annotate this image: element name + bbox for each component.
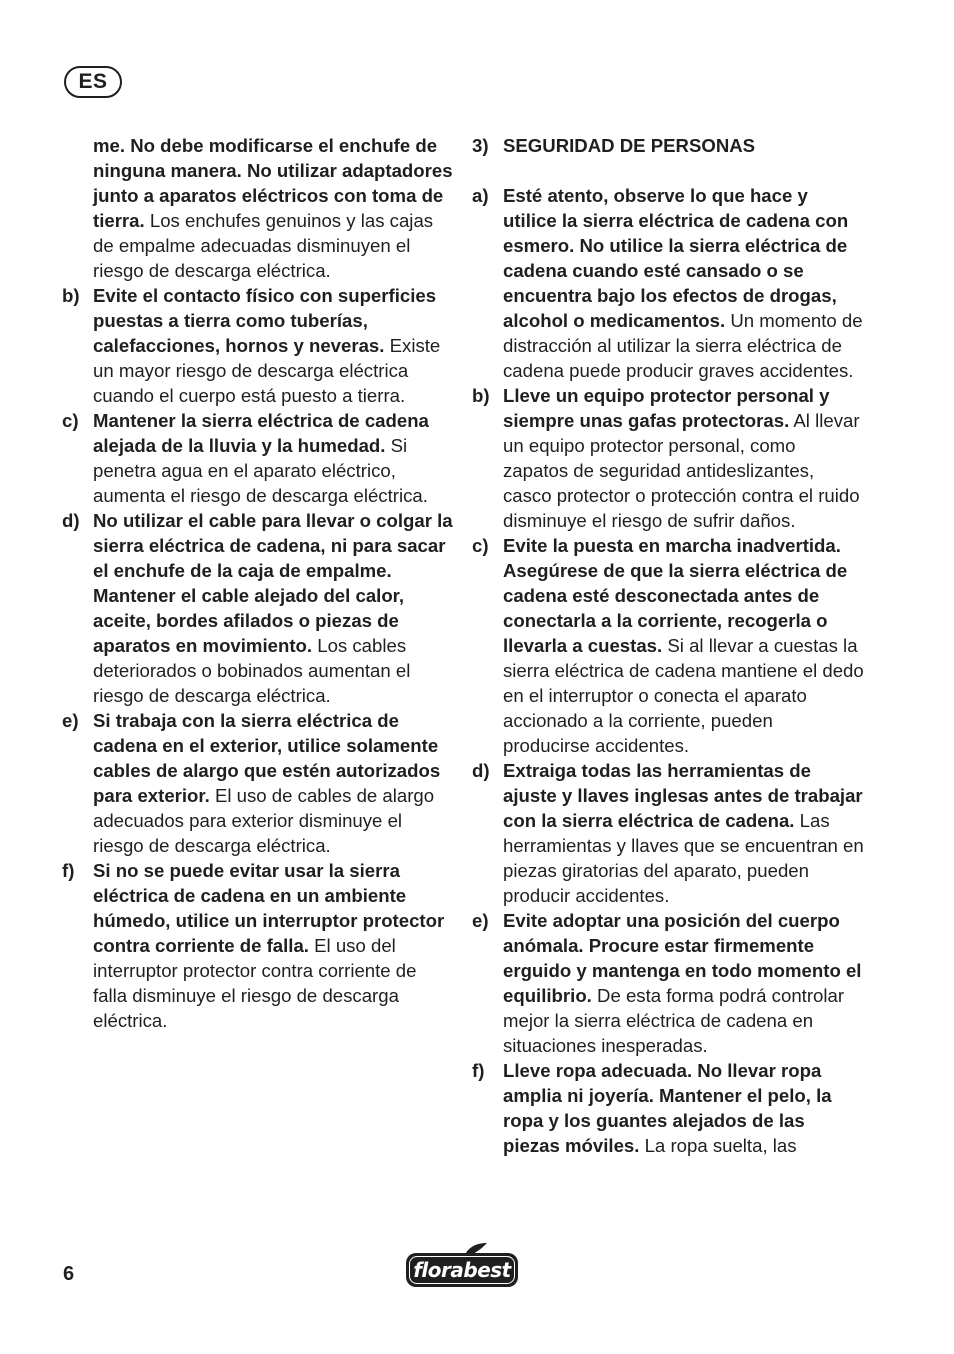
item-text: De esta forma podrá controlar mejor la sierra eléctrica de cadena en situaciones inesperadas. (503, 985, 845, 1056)
item-bold-text: Esté atento, observe lo que hace y utilice la sierra eléctrica de cadena con esmero. No utilice la sierra eléctrica de cadena cuando esté cansado o se encuentra bajo los efectos de drogas, alcohol o medicamentos. (503, 185, 849, 331)
item-bold-text: Extraiga todas las herramientas de ajuste y llaves inglesas antes de trabajar con la sierra eléctrica de cadena. (503, 760, 863, 831)
list-item (472, 383, 864, 533)
item-text: Si al llevar a cuestas la sierra eléctrica de cadena mantiene el dedo en el interruptor o conecta el aparato accionado a la corriente, pueden producirse accidentes. (503, 635, 864, 756)
item-text: Al llevar un equipo protector personal, como zapatos de seguridad antideslizantes, casco protector o protección contra el ruido disminuye el riesgo de sufrir daños. (503, 410, 860, 531)
list-item (472, 183, 864, 383)
item-bold-text: No utilizar el cable para llevar o colgar la sierra eléctrica de cadena, ni para sacar el enchufe de la caja de empalme. Mantener el cable alejado del calor, aceite, bordes afilados o piezas de aparatos en movimiento. (93, 510, 453, 656)
item-label: c) (472, 535, 489, 556)
section-number: 3) (472, 135, 489, 156)
item-label: d) (62, 510, 80, 531)
list-item (62, 133, 454, 283)
item-text: Existe un mayor riesgo de descarga eléctrica cuando el cuerpo está puesto a tierra. (93, 335, 441, 406)
item-bold-text: Evite el contacto físico con superficies puestas a tierra como tuberías, calefacciones, hornos y neveras. (93, 285, 437, 356)
list-item (472, 1058, 864, 1158)
list-item (62, 708, 454, 858)
list-item (62, 283, 454, 408)
item-text: Los enchufes genuinos y las cajas de empalme adecuadas disminuyen el riesgo de descarga eléctrica. (93, 210, 434, 281)
section-heading (472, 133, 864, 158)
brand-wordmark: florabest (413, 1258, 511, 1282)
page-number: 6 (63, 1263, 75, 1285)
item-text: Las herramientas y llaves que se encuentran en piezas giratorias del aparato, pueden producir accidentes. (503, 810, 864, 906)
item-label: a) (472, 185, 489, 206)
item-text: Un momento de distracción al utilizar la sierra eléctrica de cadena puede producir graves accidentes. (503, 310, 863, 381)
item-label: e) (472, 910, 489, 931)
list-item (62, 858, 454, 1033)
item-text: Si penetra agua en el aparato eléctrico, aumenta el riesgo de descarga eléctrica. (93, 435, 428, 506)
list-item (62, 408, 454, 508)
item-bold-text: Evite la puesta en marcha inadvertida. Asegúrese de que la sierra eléctrica de cadena esté desconectada antes de conectarla a la corriente, recogerla o llevarla a cuestas. (503, 535, 848, 656)
item-text: La ropa suelta, las (644, 1135, 797, 1156)
item-label: d) (472, 760, 490, 781)
brand-logo (402, 1242, 524, 1292)
section-title: SEGURIDAD DE PERSONAS (503, 135, 756, 156)
item-text: El uso del interruptor protector contra corriente de falla disminuye el riesgo de descarga eléctrica. (93, 935, 417, 1031)
item-bold-text: Lleve ropa adecuada. No llevar ropa amplia ni joyería. Mantener el pelo, la ropa y los guantes alejados de las piezas móviles. (503, 1060, 832, 1156)
item-label: f) (472, 1060, 485, 1081)
item-bold-text: me. No debe modificarse el enchufe de ninguna manera. No utilizar adaptadores junto a aparatos eléctricos con toma de tierra. (93, 135, 453, 231)
list-item (472, 533, 864, 758)
item-text: Los cables deteriorados o bobinados aumentan el riesgo de descarga eléctrica. (93, 635, 411, 706)
item-label: b) (62, 285, 80, 306)
language-badge: ES (64, 66, 122, 98)
left-column (62, 133, 454, 1033)
item-bold-text: Si trabaja con la sierra eléctrica de cadena en el exterior, utilice solamente cables de alargo que estén autorizados para exterior. (93, 710, 441, 806)
item-label: e) (62, 710, 79, 731)
right-column (472, 133, 864, 1158)
item-bold-text: Lleve un equipo protector personal y siempre unas gafas protectoras. (503, 385, 830, 431)
list-item (472, 758, 864, 908)
item-label: c) (62, 410, 79, 431)
list-item (472, 908, 864, 1058)
item-label: b) (472, 385, 490, 406)
list-item (62, 508, 454, 708)
item-bold-text: Si no se puede evitar usar la sierra eléctrica de cadena en un ambiente húmedo, utilice un interruptor protector contra corriente de falla. (93, 860, 445, 956)
item-label: f) (62, 860, 75, 881)
item-text: El uso de cables de alargo adecuados para exterior disminuye el riesgo de descarga eléctrica. (93, 785, 435, 856)
item-bold-text: Evite adoptar una posición del cuerpo anómala. Procure estar firmemente erguido y mantenga en todo momento el equilibrio. (503, 910, 862, 1006)
item-bold-text: Mantener la sierra eléctrica de cadena alejada de la lluvia y la humedad. (93, 410, 429, 456)
